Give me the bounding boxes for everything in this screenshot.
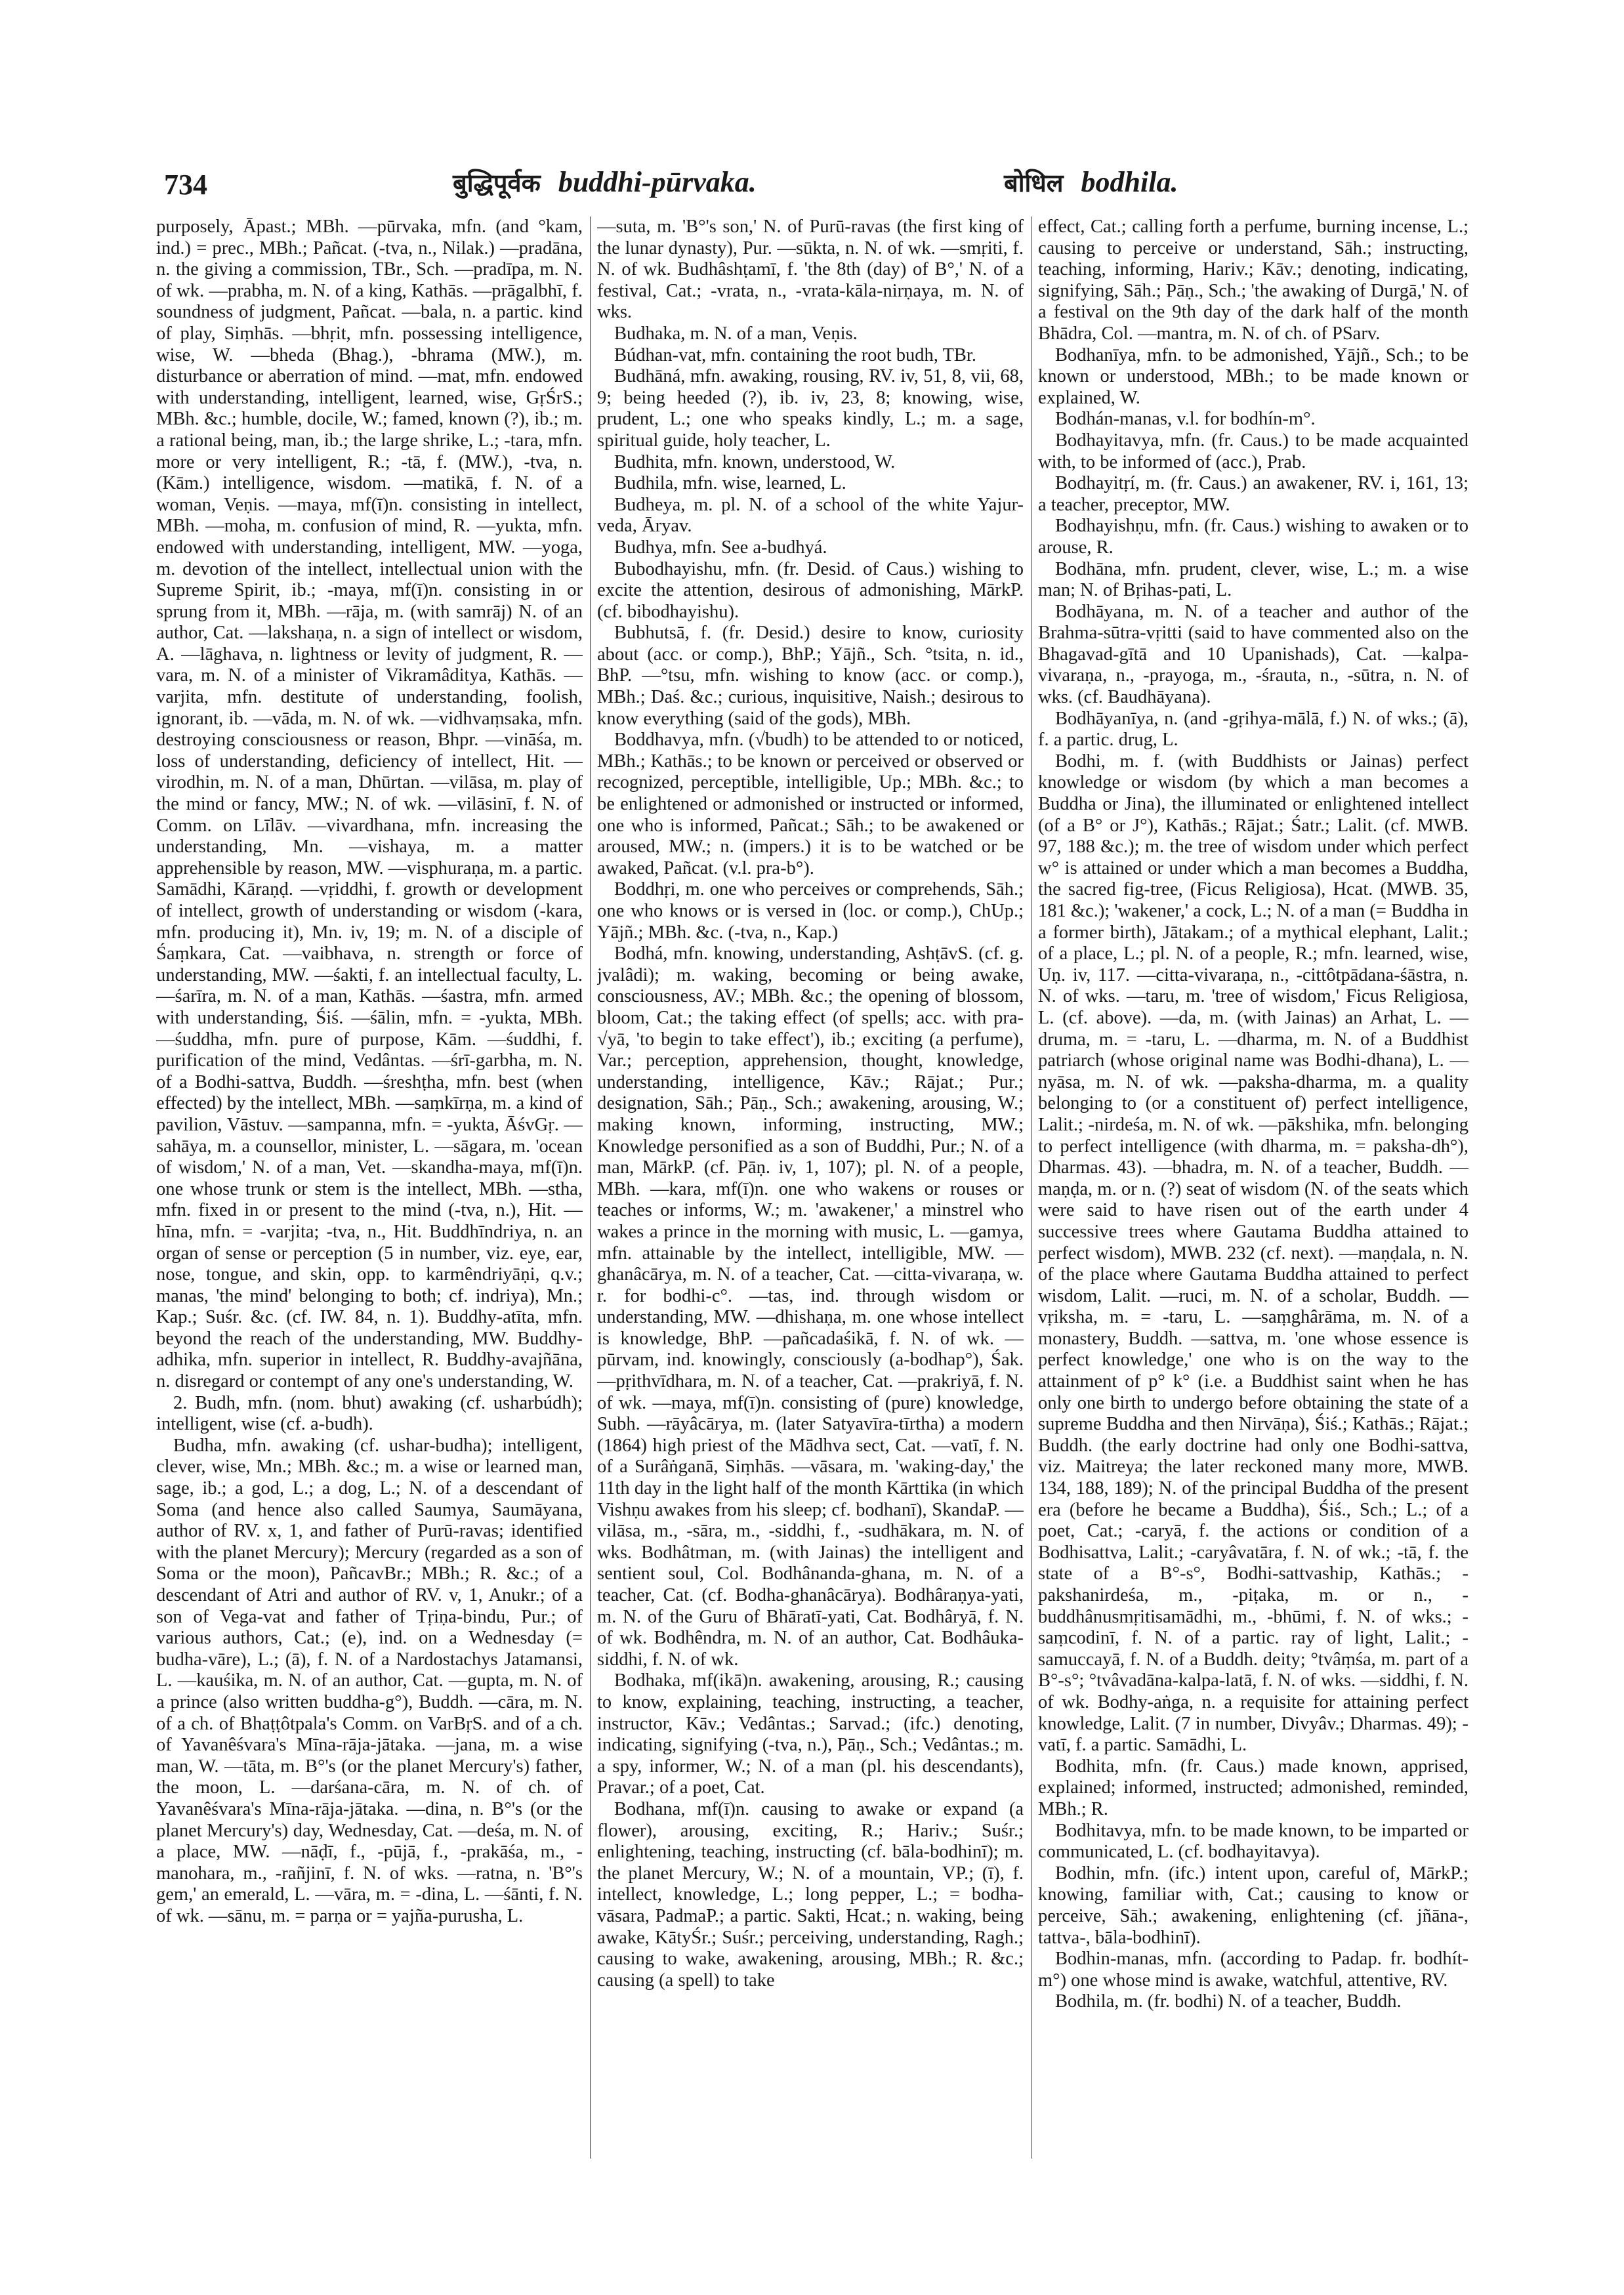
column-right xyxy=(1038,217,1468,2172)
entry-paragraph: Bodhayishṇu, mfn. (fr. Caus.) wishing to awaken or to arouse, R. xyxy=(1038,516,1468,558)
entry-columns xyxy=(156,217,1468,2172)
page-number: 734 xyxy=(164,169,207,201)
entry-paragraph: Bodhana, mf(ī)n. causing to awake or expand (a flower), arousing, exciting, R.; Hariv.; Suśr.; enlightening, teaching, instructing (cf. bāla-bodhinī); m. the planet Mercury, W.; N. of a mountain, VP.; (ī), f. intellect, knowledge, L.; long pepper, L.; = bodha-vāsara, PadmaP.; a partic. Sakti, Hcat.; n. waking, being awake, KātyŚr.; Suśr.; perceiving, understanding, Ragh.; causing to wake, awakening, arousing, MBh.; R. &c.; causing (a spell) to take xyxy=(597,1798,1024,1991)
entry-paragraph: Búdhan-vat, mfn. containing the root budh, TBr. xyxy=(614,344,976,365)
entry-paragraph: Bodhá, mfn. knowing, understanding, AshṭāvS. (cf. g. jvalâdi); m. waking, becoming or being awake, consciousness, AV.; MBh. &c.; the opening of blossom, bloom, Cat.; the taking effect (of spells; acc. with pra-√yā, 'to begin to take effect'), ib.; exciting (a perfume), Var.; perception, apprehension, thought, knowledge, understanding, intelligence, Kāv.; Rājat.; Pur.; designation, Sāh.; Pāṇ., Sch.; awakening, arousing, W.; making known, informing, instructing, MW.; Knowledge personified as a son of Buddhi, Pur.; N. of a man, MārkP. (cf. Pāṇ. iv, 1, 107); pl. N. of a people, MBh. —kara, mf(ī)n. one who wakens or rouses or teaches or informs, W.; m. 'awakener,' a minstrel who wakes a prince in the morning with music, L. —gamya, mfn. attainable by the intellect, intelligible, MW. —ghanâcārya, m. N. of a teacher, Cat. —citta-vivaraṇa, w. r. for bodhi-c°. —tas, ind. through wisdom or understanding, MW. —dhishaṇa, m. one whose intellect is knowledge, BhP. —pañcadaśikā, f. N. of wk. —pūrvam, ind. knowingly, consciously (a-bodhap°), Śak. —pṛithvīdhara, m. N. of a teacher, Cat. —prakriyā, f. N. of wk. —maya, mf(ī)n. consisting of (pure) knowledge, Subh. —rāyâcārya, m. (later Satyavīra-tīrtha) a modern (1864) high priest of the Mādhva sect, Cat. —vatī, f. N. of a Surâṅganā, Siṃhās. —vāsara, m. 'waking-day,' the 11th day in the light half of the month Kārttika (in which Vishṇu awakes from his sleep; cf. bodhanī), SkandaP. —vilāsa, m., -sāra, m., -siddhi, f., -sudhākara, m. N. of wks. Bodhâtman, m. (with Jainas) the intelligent and sentient soul, Col. Bodhânanda-ghana, m. N. of a teacher, Cat. (cf. Bodha-ghanâcārya). Bodhâraṇya-yati, m. N. of the Guru of Bhāratī-yati, Cat. Bodhâryā, f. N. of wk. Bodhêndra, m. N. of an author, Cat. Bodhâuka-siddhi, f. N. of wk. xyxy=(597,943,1024,1670)
entry-paragraph: Bodhāyana, m. N. of a teacher and author of the Brahma-sūtra-vṛitti (said to have commented also on the Bhagavad-gītā and 10 Upanishads), Cat. —kalpa-vivaraṇa, n., -prayoga, m., -śrauta, n., -sūtra, n. N. of wks. (cf. Baudhāyana). xyxy=(1038,601,1468,708)
entry-paragraph: Budhita, mfn. known, understood, W. xyxy=(614,451,896,472)
entry-paragraph: Bubhutsā, f. (fr. Desid.) desire to know, curiosity about (acc. or comp.), BhP.; Yājñ., Sch. °tsita, n. id., BhP. —°tsu, mfn. wishing to know (acc. or comp.), MBh.; Daś. &c.; curious, inquisitive, Naish.; desirous to know everything (said of the gods), MBh. xyxy=(597,623,1024,729)
left-running-head xyxy=(453,165,757,199)
right-headword-devanagari: बोधिल xyxy=(1004,169,1064,197)
column-left xyxy=(156,217,583,2172)
page-header xyxy=(164,163,1467,215)
right-headword-latin: bodhila. xyxy=(1081,166,1178,198)
right-running-head xyxy=(1004,165,1178,199)
entry-paragraph: Budha, mfn. awaking (cf. ushar-budha); intelligent, clever, wise, Mn.; MBh. &c.; m. a wise or learned man, sage, ib.; a god, L.; a dog, L.; N. of a descendant of Soma (and hence also called Saumya, Saumāyana, author of RV. x, 1, and father of Purū-ravas; identified with the planet Mercury); Mercury (regarded as a son of Soma or the moon), PañcavBr.; MBh.; R. &c.; of a descendant of Atri and author of RV. v, 1, Anukr.; of a son of Vega-vat and father of Tṛiṇa-bindu, Pur.; of various authors, Cat.; (e), ind. on a Wednesday (= budha-vāre), L.; (ā), f. N. of a Nardostachys Jatamansi, L. —kauśika, m. N. of an author, Cat. —gupta, m. N. of a prince (also written buddha-g°), Buddh. —cāra, m. N. of a ch. of Bhaṭṭôtpala's Comm. on VarBṛS. and of a ch. of Yavanêśvara's Mīna-rāja-jātaka. —jana, m. a wise man, W. —tāta, m. B°'s (or the planet Mercury's) father, the moon, L. —darśana-cāra, m. N. of ch. of Yavanêśvara's Mīna-rāja-jātaka. —dina, n. B°'s (or the planet Mercury's) day, Wednesday, Cat. —deśa, m. N. of a place, MW. —nāḍī, f., -pūjā, f., -prakāśa, m., -manohara, m., -rañjinī, f. N. of wks. —ratna, n. 'B°'s gem,' an emerald, L. —vāra, m. = -dina, L. —śānti, f. N. of wk. —sānu, m. = parṇa or = yajña-purusha, L. xyxy=(156,1435,583,1926)
entry-paragraph: Bodhayitṛí, m. (fr. Caus.) an awakener, RV. i, 161, 13; a teacher, preceptor, MW. xyxy=(1038,473,1468,515)
column-middle xyxy=(597,217,1024,2172)
entry-paragraph: Bodhin, mfn. (ifc.) intent upon, careful of, MārkP.; knowing, familiar with, Cat.; causing to know or perceive, Sāh.; awakening, enlightening (cf. jñāna-, tattva-, bāla-bodhinī). xyxy=(1038,1863,1468,1948)
entry-paragraph: Bodhin-manas, mfn. (according to Padap. fr. bodhít-m°) one whose mind is awake, watchful, attentive, RV. xyxy=(1038,1949,1468,1991)
entry-paragraph: Bodhitavya, mfn. to be made known, to be imparted or communicated, L. (cf. bodhayitavya). xyxy=(1038,1820,1468,1863)
entry-paragraph: Bodhāna, mfn. prudent, clever, wise, L.; m. a wise man; N. of Bṛihas-pati, L. xyxy=(1038,558,1468,601)
entry-paragraph: Boddhavya, mfn. (√budh) to be attended to or noticed, MBh.; Kathās.; to be known or perceived or observed or recognized, perceptible, intelligible, Up.; MBh. &c.; to be enlightened or admonished or instructed or informed, one who is informed, Pañcat.; Sāh.; to be awakened or aroused, MW.; n. (impers.) it is to be watched or be awaked, Pañcat. (v.l. pra-b°). xyxy=(597,730,1024,879)
left-headword-devanagari: बुद्धिपूर्वक xyxy=(453,169,541,197)
entry-paragraph: Bubodhayishu, mfn. (fr. Desid. of Caus.) wishing to excite the attention, desirous of admonishing, MārkP. (cf. bibodhayishu). xyxy=(597,558,1024,622)
entry-paragraph: Bodhita, mfn. (fr. Caus.) made known, apprised, explained; informed, instructed; admonished, reminded, MBh.; R. xyxy=(1038,1756,1468,1819)
entry-paragraph: Budheya, m. pl. N. of a school of the white Yajur-veda, Āryav. xyxy=(597,494,1024,537)
entry-paragraph: Budhaka, m. N. of a man, Veṇis. xyxy=(614,323,858,344)
entry-paragraph: Bodhāyanīya, n. (and -gṛihya-mālā, f.) N. of wks.; (ā), f. a partic. drug, L. xyxy=(1038,708,1468,751)
entry-paragraph: Bodhila, m. (fr. bodhi) N. of a teacher, Buddh. xyxy=(1055,1991,1402,2012)
entry-paragraph: Bodhaka, mf(ikā)n. awakening, arousing, R.; causing to know, explaining, teaching, instructing, a teacher, instructor, Kāv.; Vedântas.; Sarvad.; (ifc.) denoting, indicating, signifying (-tva, n.), Pāṇ., Sch.; Vedântas.; m. a spy, informer, W.; N. of a man (pl. his descendants), Pravar.; of a poet, Cat. xyxy=(597,1670,1024,1798)
entry-paragraph: Bodhanīya, mfn. to be admonished, Yājñ., Sch.; to be known or understood, MBh.; to be made known or explained, W. xyxy=(1038,344,1468,408)
entry-paragraph: Bodhán-manas, v.l. for bodhín-m°. xyxy=(1055,409,1316,430)
entry-paragraph: Budhāná, mfn. awaking, rousing, RV. iv, 51, 8, vii, 68, 9; being heeded (?), ib. iv, 23, 8; knowing, wise, prudent, L.; one who speaks kindly, L.; m. a sage, spiritual guide, holy teacher, L. xyxy=(597,366,1024,451)
entry-paragraph: 2. Budh, mfn. (nom. bhut) awaking (cf. usharbúdh); intelligent, wise (cf. a-budh). xyxy=(156,1392,583,1435)
entry-paragraph: effect, Cat.; calling forth a perfume, burning incense, L.; causing to perceive or understand, Sāh.; instructing, teaching, informing, Hariv.; Kāv.; denoting, indicating, signifying, Sāh.; Pāṇ., Sch.; 'the awaking of Durgā,' N. of a festival on the 9th day of the dark half of the month Bhādra, Col. —mantra, m. N. of ch. of PSarv. xyxy=(1038,217,1468,344)
entry-paragraph: —suta, m. 'B°'s son,' N. of Purū-ravas (the first king of the lunar dynasty), Pur. —sūkta, n. N. of wk. —smṛiti, f. N. of wk. Budhâshṭamī, f. 'the 8th (day) of B°,' N. of a festival, Cat.; -vrata, n., -vrata-kāla-nirṇaya, m. N. of wks. xyxy=(597,217,1024,323)
entry-paragraph: Budhila, mfn. wise, learned, L. xyxy=(614,473,846,494)
entry-paragraph: Boddhṛi, m. one who perceives or comprehends, Sāh.; one who knows or is versed in (loc. or comp.), ChUp.; Yājñ.; MBh. &c. (-tva, n., Kap.) xyxy=(597,879,1024,943)
entry-paragraph: Bodhi, m. f. (with Buddhists or Jainas) perfect knowledge or wisdom (by which a man becomes a Buddha or Jina), the illuminated or enlightened intellect (of a B° or J°), Kathās.; Rājat.; Śatr.; Lalit. (cf. MWB. 97, 188 &c.); m. the tree of wisdom under which perfect w° is attained or under which a man becomes a Buddha, the sacred fig-tree, (Ficus Religiosa), Hcat. (MWB. 35, 181 &c.); 'wakener,' a cock, L.; N. of a man (= Buddha in a former birth), Jātakam.; of a mythical elephant, Lalit.; of a place, L.; pl. N. of a people, R.; mfn. learned, wise, Uṇ. iv, 117. —citta-vivaraṇa, n., -cittôtpādana-śāstra, n. N. of wks. —taru, m. 'tree of wisdom,' Ficus Religiosa, L. (cf. above). —da, m. (with Jainas) an Arhat, L. —druma, m. = -taru, L. —dharma, m. N. of a Buddhist patriarch (whose original name was Bodhi-dhana), L. —nyāsa, m. N. of wk. —paksha-dharma, m. a quality belonging to (or a constituent of) perfect intelligence, Lalit.; -nirdeśa, m. N. of wk. —pākshika, mfn. belonging to perfect intelligence (with dharma, m. = paksha-dh°), Dharmas. 43). —bhadra, m. N. of a teacher, Buddh. —maṇḍa, m. or n. (?) seat of wisdom (N. of the seats which were said to have risen out of the earth under 4 successive trees where Gautama Buddha attained to perfect wisdom), MWB. 232 (cf. next). —maṇḍala, n. N. of the place where Gautama Buddha attained to perfect wisdom, Lalit. —ruci, m. N. of a scholar, Buddh. —vṛiksha, m. = -taru, L. —saṃghârāma, m. N. of a monastery, Buddh. —sattva, m. 'one whose essence is perfect knowledge,' one who is on the way to the attainment of p° k° (i.e. a Buddhist saint when he has only one birth to undergo before obtaining the state of a supreme Buddha and then Nirvāṇa), Śiś.; Kathās.; Rājat.; Buddh. (the early doctrine had only one Bodhi-sattva, viz. Maitreya; the later reckoned many more, MWB. 134, 188, 189); N. of the principal Buddha of the present era (before he became a Buddha), Śiś., Sch.; L.; of a poet, Cat.; -caryā, f. the actions or condition of a Bodhisattva, Lalit.; -caryâvatāra, f. N. of wk.; -tā, f. the state of a B°-s°, Bodhi-sattvaship, Kathās.; -pakshanirdeśa, m., -piṭaka, m. or n., -buddhânusmṛitisamādhi, m., -bhūmi, f. N. of wks.; -saṃcodinī, f. N. of a partic. ray of light, Lalit.; -samuccayā, f. N. of a Buddh. deity; °tvâṃśa, m. part of a B°-s°; °tvâvadāna-kalpa-latā, f. N. of wks. —siddhi, f. N. of wk. Bodhy-aṅga, n. a requisite for attaining perfect knowledge, Lalit. (7 in number, Divyâv.; Dharmas. 49); -vatī, f. a partic. Samādhi, L. xyxy=(1038,751,1468,1756)
entry-paragraph: purposely, Āpast.; MBh. —pūrvaka, mfn. (and °kam, ind.) = prec., MBh.; Pañcat. (-tva, n., Nilak.) —pradāna, n. the giving a commission, TBr., Sch. —pradīpa, m. N. of wk. —prabha, m. N. of a king, Kathās. —prāgalbhī, f. soundness of judgment, Pañcat. —bala, n. a partic. kind of play, Siṃhās. —bhṛit, mfn. possessing intelligence, wise, W. —bheda (Bhag.), -bhrama (MW.), m. disturbance or aberration of mind. —mat, mfn. endowed with understanding, intelligent, learned, wise, GṛŚrS.; MBh. &c.; humble, docile, W.; famed, known (?), ib.; m. a rational being, man, ib.; the large shrike, L.; -tara, mfn. more or very intelligent, R.; -tā, f. (MW.), -tva, n. (Kām.) intelligence, wisdom. —matikā, f. N. of a woman, Veṇis. —maya, mf(ī)n. consisting in intellect, MBh. —moha, m. confusion of mind, R. —yukta, mfn. endowed with understanding, intelligent, MW. —yoga, m. devotion of the intellect, intellectual union with the Supreme Spirit, ib.; -maya, mf(ī)n. consisting in or sprung from it, MBh. —rāja, m. (with samrāj) N. of an author, Cat. —lakshaṇa, n. a sign of intellect or wisdom, A. —lāghava, n. lightness or levity of judgment, R. —vara, m. N. of a minister of Vikramâditya, Kathās. —varjita, mfn. destitute of understanding, foolish, ignorant, ib. —vāda, m. N. of wk. —vidhvaṃsaka, mfn. destroying consciousness or reason, Bhpr. —vināśa, m. loss of understanding, deficiency of intellect, Hit. —virodhin, m. N. of a man, Dhūrtan. —vilāsa, m. play of the mind or fancy, MW.; N. of wk. —vilāsinī, f. N. of Comm. on Līlāv. —vivardhana, mfn. increasing the understanding, Mn. —vishaya, m. a matter apprehensible by reason, MW. —visphuraṇa, m. a partic. Samādhi, Kāraṇḍ. —vṛiddhi, f. growth or development of intellect, growth of understanding or wisdom (-kara, mfn. producing it), Mn. iv, 19; m. N. of a disciple of Śaṃkara, Cat. —vaibhava, n. strength or force of understanding, MW. —śakti, f. an intellectual faculty, L. —śarīra, m. N. of a man, Kathās. —śastra, mfn. armed with understanding, Śiś. —śālin, mfn. = -yukta, MBh. —śuddha, mfn. pure of purpose, Kām. —śuddhi, f. purification of the mind, Vedântas. —śrī-garbha, m. N. of a Bodhi-sattva, Buddh. —śreshṭha, mfn. best (when effected) by the intellect, MBh. —saṃkīrṇa, m. a kind of pavilion, Vāstuv. —sampanna, mfn. = -yukta, ĀśvGṛ. —sahāya, m. a counsellor, minister, L. —sāgara, m. 'ocean of wisdom,' N. of a man, Vet. —skandha-maya, mf(ī)n. one whose trunk or stem is the intellect, MBh. —stha, mfn. fixed in or present to the mind (-tva, n.), Hit. —hīna, mfn. = -varjita; -tva, n., Hit. Buddhīndriya, n. an organ of sense or perception (5 in number, viz. eye, ear, nose, tongue, and skin, opp. to karmêndriyāṇi, q.v.; manas, 'the mind' belonging to both; cf. indriya), Mn.; Kap.; Suśr. &c. (cf. IW. 84, n. 1). Buddhy-atīta, mfn. beyond the reach of the understanding, MW. Buddhy-adhika, mfn. superior in intellect, R. Buddhy-avajñāna, n. disregard or contempt of any one's understanding, W. xyxy=(156,217,583,1392)
left-headword-latin: buddhi-pūrvaka. xyxy=(558,166,757,198)
entry-paragraph: Bodhayitavya, mfn. (fr. Caus.) to be made acquainted with, to be informed of (acc.), Prab. xyxy=(1038,430,1468,472)
column-divider xyxy=(590,217,591,2159)
entry-paragraph: Budhya, mfn. See a-budhyá. xyxy=(614,537,827,558)
